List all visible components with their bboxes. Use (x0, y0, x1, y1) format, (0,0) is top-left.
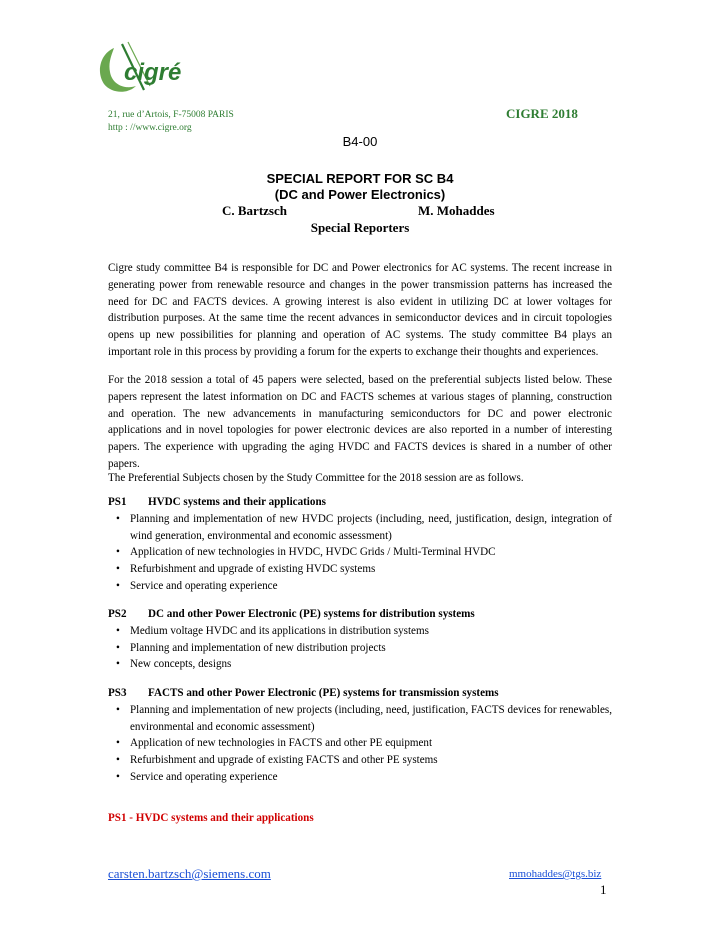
list-item: • Planning and implementation of new distribution projects (108, 640, 612, 657)
section-heading: PS1 - HVDC systems and their applications (108, 812, 314, 824)
address-line: 21, rue d’Artois, F-75008 PARIS (108, 110, 234, 120)
logo-wordmark: cigré (124, 59, 182, 86)
bullet-icon: • (116, 512, 120, 525)
subject-heading (108, 606, 612, 623)
list-item: • Service and operating experience (108, 769, 612, 786)
conference-label: CIGRE 2018 (506, 106, 578, 121)
cigre-logo (92, 40, 184, 100)
bullet-icon: • (116, 737, 120, 750)
list-item: • New concepts, designs (108, 656, 612, 673)
subjects-intro: The Preferential Subjects chosen by the Study Committee for the 2018 session are as follows. (108, 472, 524, 484)
author-role: Special Reporters (310, 220, 410, 235)
subject-number: PS3 (108, 687, 127, 699)
bullet-icon: • (116, 641, 120, 654)
bullet-icon: • (116, 770, 120, 783)
author-mohaddes: M. Mohaddes (418, 203, 495, 218)
list-item: • Refurbishment and upgrade of existing FACTS and other PE systems (108, 752, 612, 769)
subject-heading (108, 494, 612, 511)
session-paragraph: For the 2018 session a total of 45 papers were selected, based on the preferential subjects listed below. These papers represent the latest information on DC and FACTS schemes at various stages of planning, construction and operation. The new advancements in manufacturing semiconductors for DC and power electronic applications and in novel topologies for power electronic devices are also reported in a number of interesting papers. The experience with upgrading the aging HVDC and FACTS devices is shared in a number of other papers. (108, 374, 612, 470)
preferential-subject-3 (108, 685, 612, 786)
subject-title: DC and other Power Electronic (PE) systems for distribution systems (148, 608, 475, 620)
cigre-logo-graphic (92, 40, 184, 100)
bullet-icon: • (116, 579, 120, 592)
list-item: • Planning and implementation of new projects (including, need, justification, FACTS devices for renewables, environmental and economic assessment) (116, 703, 612, 733)
list-item: • Medium voltage HVDC and its applications in distribution systems (108, 623, 612, 640)
report-subtitle: (DC and Power Electronics) (274, 187, 446, 202)
website-url[interactable]: http : //www.cigre.org (108, 123, 192, 133)
list-item: • Application of new technologies in FACTS and other PE equipment (108, 735, 612, 752)
preferential-subject-2 (108, 606, 612, 673)
bullet-icon: • (116, 563, 120, 576)
report-title: SPECIAL REPORT FOR SC B4 (266, 171, 454, 186)
subject-title: FACTS and other Power Electronic (PE) systems for transmission systems (148, 687, 499, 699)
bullet-icon: • (116, 546, 120, 559)
subject-list (108, 623, 612, 673)
subject-number: PS2 (108, 608, 127, 620)
subject-list (108, 511, 612, 595)
intro-paragraph: Cigre study committee B4 is responsible for DC and Power electronics for AC systems. The recent increase in generating power from renewable resource and changes in the power transmission patterns has increased the need for DC and FACTS devices. A growing interest is also evident in utilizing DC at lower voltages for distribution purposes. At the same time the recent advances in semiconductor devices and in circuit topologies opens up new possibilities for planning and operation of AC systems. The study committee B4 plays an important role in this process by providing a forum for the experts to exchange their thoughts and experiences. (108, 262, 612, 358)
author-bartzsch: C. Bartzsch (222, 203, 287, 218)
subject-heading (108, 685, 612, 702)
bullet-icon: • (116, 624, 120, 637)
list-item: • Refurbishment and upgrade of existing HVDC systems (108, 561, 612, 578)
preferential-subject-1 (108, 494, 612, 595)
report-code: B4-00 (342, 134, 378, 149)
email-link-mohaddes[interactable]: mmohaddes@tgs.biz (509, 868, 602, 880)
subject-list (108, 702, 612, 786)
list-item: • Application of new technologies in HVDC, HVDC Grids / Multi-Terminal HVDC (108, 544, 612, 561)
page-number: 1 (600, 882, 607, 897)
list-item: • Planning and implementation of new HVDC projects (including, need, justification, design, integration of wind generation, environmental and economic assessment) (116, 512, 612, 542)
bullet-icon: • (116, 703, 120, 716)
bullet-icon: • (116, 754, 120, 767)
list-item: • Service and operating experience (108, 578, 612, 595)
email-link-bartzsch[interactable]: carsten.bartzsch@siemens.com (108, 866, 271, 881)
subject-number: PS1 (108, 496, 127, 508)
subject-title: HVDC systems and their applications (148, 496, 326, 508)
address-block (108, 109, 234, 135)
bullet-icon: • (116, 658, 120, 671)
